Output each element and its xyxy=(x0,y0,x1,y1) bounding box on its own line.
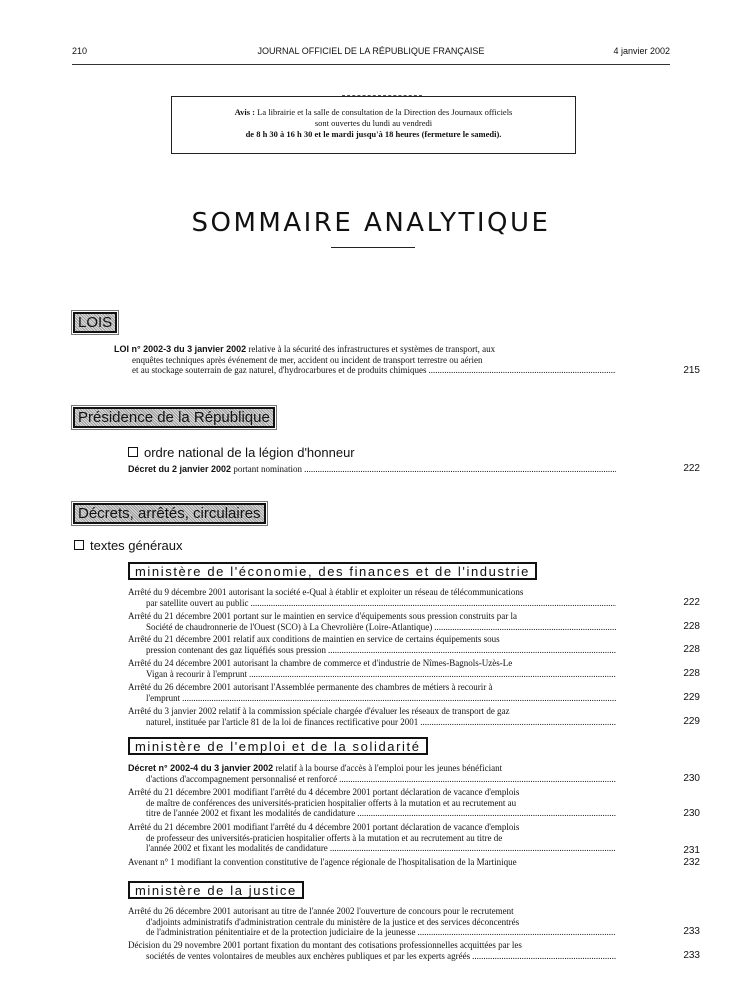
entry-line-2: de professeur des universités-praticien hospitalier offerts à la mutation et au recrutement au titre de xyxy=(146,832,503,843)
legion-decret-title: Décret du 2 janvier 2002 xyxy=(128,464,232,474)
economie-entry-2[interactable] xyxy=(128,611,618,632)
leader-dots xyxy=(434,622,616,633)
entry-line-2: pression contenant des gaz liquéfiés sous pression xyxy=(146,644,326,655)
emploi-arrete-2-page[interactable]: 231 xyxy=(683,845,700,856)
leader-dots xyxy=(357,808,616,819)
leader-dots xyxy=(182,693,616,704)
economie-entry-3[interactable] xyxy=(128,634,618,655)
leader-dots xyxy=(304,464,616,475)
entry-line-3: titre de l'année 2002 et fixant les modalités de candidature xyxy=(146,808,356,818)
entry-line-1: Arrêté du 26 décembre 2001 autorisant l'Assemblée permanente des chambres de métiers à recourir à xyxy=(128,682,493,692)
checkbox-square-icon xyxy=(128,447,138,457)
leader-dots xyxy=(420,717,616,728)
header-rule xyxy=(72,64,670,65)
section-legion-label: ordre national de la légion d'honneur xyxy=(144,445,355,460)
emploi-decret-title: Décret n° 2002-4 du 3 janvier 2002 xyxy=(128,763,274,773)
notice-lead: Avis : xyxy=(234,107,256,117)
emploi-arrete-2[interactable] xyxy=(128,822,618,854)
entry-line-1: Avenant n° 1 modifiant la convention constitutive de l'agence régionale de l'hospitalisation de la Martinique xyxy=(128,857,517,867)
leader-dots xyxy=(328,645,616,656)
economie-entry-1-page[interactable]: 222 xyxy=(683,597,700,608)
economie-entry-5-page[interactable]: 229 xyxy=(683,692,700,703)
entry-line-1: Arrêté du 21 décembre 2001 modifiant l'arrêté du 4 décembre 2001 portant déclaration de vacance d'emplois xyxy=(128,787,520,797)
notice-line-1-text: La librairie et la salle de consultation de la Direction des Journaux officiels xyxy=(257,107,513,117)
leader-dots xyxy=(472,951,616,962)
loi-line-3: et au stockage souterrain de gaz naturel, d'hydrocarbures et de produits chimiques xyxy=(132,365,427,375)
issue-date: 4 janvier 2002 xyxy=(613,46,670,56)
leader-dots xyxy=(249,669,616,680)
title-rule xyxy=(331,247,415,248)
entry-line-1: Arrêté du 21 décembre 2001 portant sur le maintien en service d'équipements sous pression construits par la xyxy=(128,611,518,621)
entry-line-1: Arrêté du 9 décembre 2001 autorisant la société e-Qual à établir et exploiter un réseau de télécommunications xyxy=(128,587,524,597)
entry-line-1: Décision du 29 novembre 2001 portant fixation du montant des cotisations professionnelles acquittées par les xyxy=(128,940,522,950)
notice-line-1 xyxy=(172,107,575,118)
economie-entry-4[interactable] xyxy=(128,658,618,679)
justice-arrete-page[interactable]: 233 xyxy=(683,926,700,937)
justice-decision-page[interactable]: 233 xyxy=(683,950,700,961)
legion-page[interactable]: 222 xyxy=(683,463,700,474)
entry-line-2: naturel, instituée par l'article 81 de la loi de finances rectificative pour 2001 xyxy=(146,716,419,727)
entry-line-1: Arrêté du 26 décembre 2001 autorisant au titre de l'année 2002 l'ouverture de concours pour le recrutement xyxy=(128,906,514,916)
page-header xyxy=(72,46,670,60)
emploi-arrete-1[interactable] xyxy=(128,787,618,819)
entry-line-1: Arrêté du 3 janvier 2002 relatif à la commission spéciale chargée d'évaluer les réseaux de transport de gaz xyxy=(128,706,510,716)
entry-line-2: Société de chaudronnerie de l'Ouest (SCO) à La Chevrolière (Loire-Atlantique) xyxy=(146,621,433,632)
emploi-avenant[interactable] xyxy=(128,857,618,868)
leader-dots xyxy=(339,774,616,785)
page-number: 210 xyxy=(72,46,88,56)
leader-dots xyxy=(429,365,616,376)
ministry-economie: ministère de l'économie, des finances et de l'industrie xyxy=(128,562,537,580)
notice-hours: de 8 h 30 à 16 h 30 et le mardi jusqu'à 18 heures (fermeture le samedi). xyxy=(245,129,502,139)
entry-line-2: par satellite ouvert au public xyxy=(146,597,249,608)
notice-box xyxy=(171,96,576,154)
banner-decrets: Décrets, arrêtés, circulaires xyxy=(73,503,266,524)
entry-line-3: de l'administration pénitentiaire et de la protection judiciaire de la jeunesse xyxy=(146,927,416,937)
banner-lois: LOIS xyxy=(73,312,117,333)
leader-dots xyxy=(330,843,616,854)
entry-line-2: de maître de conférences des universités-praticien hospitalier offerts à la mutation et au recrutement au xyxy=(146,797,517,808)
section-legion-honneur xyxy=(128,445,355,460)
economie-entry-4-page[interactable]: 228 xyxy=(683,668,700,679)
entry-line-2: Vigan à recourir à l'emprunt xyxy=(146,668,248,679)
ministry-emploi: ministère de l'emploi et de la solidarité xyxy=(128,737,428,755)
economie-entry-6[interactable] xyxy=(128,706,618,727)
section-textes-generaux xyxy=(74,538,183,553)
entry-line-1: relatif à la bourse d'accès à l'emploi pour les jeunes bénéficiant xyxy=(275,763,503,773)
emploi-decret-page[interactable]: 230 xyxy=(683,773,700,784)
loi-page[interactable]: 215 xyxy=(683,365,700,376)
entry-line-3: l'année 2002 et fixant les modalités de candidature xyxy=(146,843,328,853)
notice-line-2: sont ouvertes du lundi au vendredi xyxy=(314,118,433,128)
economie-entry-1[interactable] xyxy=(128,587,618,608)
loi-entry[interactable] xyxy=(114,344,618,376)
checkbox-square-icon xyxy=(74,540,84,550)
ministry-justice: ministère de la justice xyxy=(128,881,304,899)
justice-arrete[interactable] xyxy=(128,906,618,938)
notice-top-dash xyxy=(342,95,422,96)
page-title: SOMMAIRE ANALYTIQUE xyxy=(191,208,551,238)
leader-dots xyxy=(418,927,616,938)
entry-line-2: d'actions d'accompagnement personnalisé et renforcé xyxy=(146,773,338,784)
entry-line-1: Arrêté du 24 décembre 2001 autorisant la chambre de commerce et d'industrie de Nîmes-Bagnols-Uzès-Le xyxy=(128,658,513,668)
economie-entry-6-page[interactable]: 229 xyxy=(683,716,700,727)
loi-line-2: enquêtes techniques après événement de mer, accident ou incident de transport terrestre ou aérien xyxy=(132,354,483,365)
legion-entry[interactable] xyxy=(128,464,618,475)
entry-line-1: Arrêté du 21 décembre 2001 modifiant l'arrêté du 4 décembre 2001 portant déclaration de vacance d'emplois xyxy=(128,822,520,832)
loi-line-1: relative à la sécurité des infrastructures et systèmes de transport, aux xyxy=(248,344,496,354)
section-textes-generaux-label: textes généraux xyxy=(90,538,183,553)
justice-decision[interactable] xyxy=(128,940,618,961)
legion-decret-text: portant nomination xyxy=(233,464,303,474)
entry-line-2: d'adjoints administratifs d'administration centrale du ministère de la justice et des services déconcentrés xyxy=(146,916,520,927)
emploi-decret-entry[interactable] xyxy=(128,763,618,784)
loi-title: LOI n° 2002-3 du 3 janvier 2002 xyxy=(114,344,247,354)
entry-line-1: Arrêté du 21 décembre 2001 relatif aux conditions de maintien en service de certains équipements sous xyxy=(128,634,500,644)
entry-line-2: l'emprunt xyxy=(146,692,181,703)
journal-title: JOURNAL OFFICIEL DE LA RÉPUBLIQUE FRANÇAISE xyxy=(257,46,485,56)
economie-entry-2-page[interactable]: 228 xyxy=(683,621,700,632)
entry-line-2: sociétés de ventes volontaires de meubles aux enchères publiques et par les experts agréés xyxy=(146,950,471,961)
economie-entry-3-page[interactable]: 228 xyxy=(683,644,700,655)
banner-presidence: Présidence de la République xyxy=(73,407,275,428)
leader-dots xyxy=(250,598,616,609)
economie-entry-5[interactable] xyxy=(128,682,618,703)
emploi-arrete-1-page[interactable]: 230 xyxy=(683,808,700,819)
emploi-avenant-page[interactable]: 232 xyxy=(683,857,700,868)
